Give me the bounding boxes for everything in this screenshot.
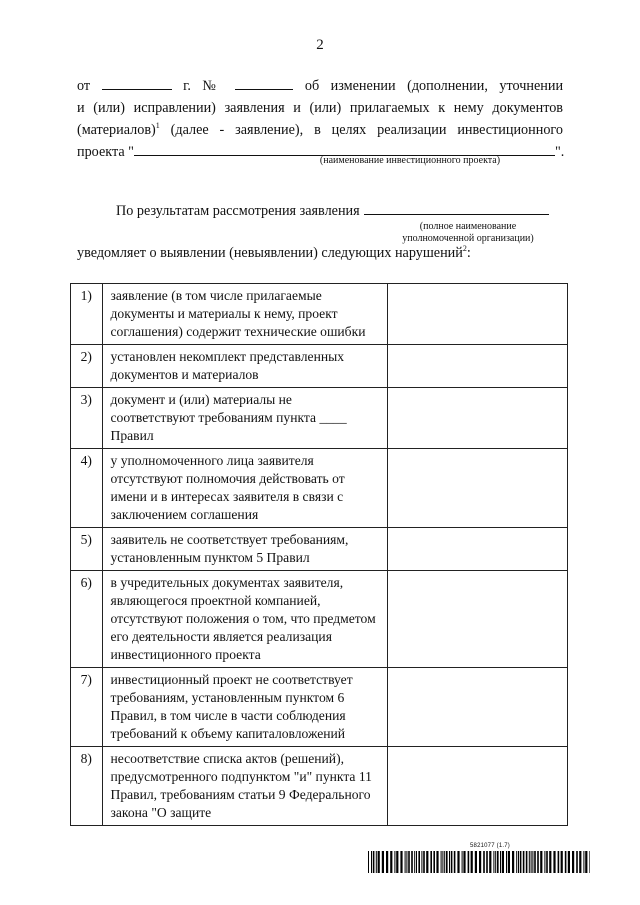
project-label-end: ". xyxy=(554,144,565,160)
mark-cell[interactable] xyxy=(388,668,568,747)
organization-caption-1: (полное наименование xyxy=(419,221,517,232)
table-row xyxy=(71,345,568,388)
materials-text: (материалов) xyxy=(77,122,156,138)
mark-cell[interactable] xyxy=(388,528,568,571)
row-number: 4) xyxy=(71,449,103,528)
table-row xyxy=(71,747,568,826)
violation-text: заявление (в том числе прилагаемые документы и материалы к нему, проект соглашения) содержит технические ошибки xyxy=(102,284,388,345)
organization-name-blank xyxy=(364,200,549,215)
row-number: 1) xyxy=(71,284,103,345)
violations-table xyxy=(70,283,568,826)
date-blank xyxy=(102,75,172,90)
page-number: 2 xyxy=(316,37,324,53)
number-sign: № xyxy=(202,78,224,94)
notify-line xyxy=(77,245,471,262)
review-text: По результатам рассмотрения заявления xyxy=(116,203,360,219)
table-row xyxy=(71,284,568,345)
year-label: г. xyxy=(183,78,191,94)
project-label: проекта " xyxy=(77,144,134,160)
table-row xyxy=(71,388,568,449)
violation-text: инвестиционный проект не соответствует требованиям, установленным пунктом 6 Правил, в том числе в части соблюдения требований к объему капиталовложений xyxy=(102,668,388,747)
footnote-1-mark: 1 xyxy=(155,121,160,130)
intro-line-1-text: об изменении (дополнении, уточнении xyxy=(304,78,564,94)
barcode xyxy=(368,851,590,873)
violation-text: несоответствие списка актов (решений), предусмотренного подпунктом "и" пункта 11 Правил, требованиям статьи 9 Федерального закона "О защите xyxy=(102,747,388,826)
mark-cell[interactable] xyxy=(388,345,568,388)
intro-line-3-text: (далее - заявление), в целях реализации инвестиционного xyxy=(170,122,563,138)
review-line xyxy=(116,200,549,220)
row-number: 2) xyxy=(71,345,103,388)
mark-cell[interactable] xyxy=(388,571,568,668)
violation-text: у уполномоченного лица заявителя отсутствуют полномочия действовать от имени и в интересах заявителя в связи с заключением соглашения xyxy=(102,449,388,528)
table-row xyxy=(71,571,568,668)
barcode-code: 5821077 (1.7) xyxy=(470,843,510,849)
organization-caption-2: уполномоченной организации) xyxy=(402,233,534,244)
mark-cell[interactable] xyxy=(388,388,568,449)
violation-text: установлен некомплект представленных документов и материалов xyxy=(102,345,388,388)
intro-line-2: и (или) исправлении) заявления и (или) прилагаемых к нему документов xyxy=(77,100,563,116)
row-number: 7) xyxy=(71,668,103,747)
intro-line-1 xyxy=(77,75,563,97)
number-blank xyxy=(235,75,293,90)
notify-colon: : xyxy=(466,245,471,261)
project-name-caption: (наименование инвестиционного проекта) xyxy=(319,155,501,166)
mark-cell[interactable] xyxy=(388,284,568,345)
row-number: 6) xyxy=(71,571,103,668)
mark-cell[interactable] xyxy=(388,449,568,528)
mark-cell[interactable] xyxy=(388,747,568,826)
table-row xyxy=(71,528,568,571)
violation-text: в учредительных документах заявителя, являющегося проектной компанией, отсутствуют положения о том, что предметом его деятельности является реализация инвестиционного проекта xyxy=(102,571,388,668)
footnote-2-mark: 2 xyxy=(462,244,467,253)
notify-text: уведомляет о выявлении (невыявлении) следующих нарушений xyxy=(77,245,463,261)
table-row xyxy=(71,449,568,528)
from-label: от xyxy=(77,78,91,94)
table-row xyxy=(71,668,568,747)
row-number: 8) xyxy=(71,747,103,826)
violation-text: заявитель не соответствует требованиям, установленным пунктом 5 Правил xyxy=(102,528,388,571)
project-name-blank xyxy=(134,141,555,156)
row-number: 3) xyxy=(71,388,103,449)
violation-text: документ и (или) материалы не соответствуют требованиям пункта ____ Правил xyxy=(102,388,388,449)
row-number: 5) xyxy=(71,528,103,571)
intro-line-3 xyxy=(77,119,563,141)
intro-paragraph xyxy=(77,75,563,163)
